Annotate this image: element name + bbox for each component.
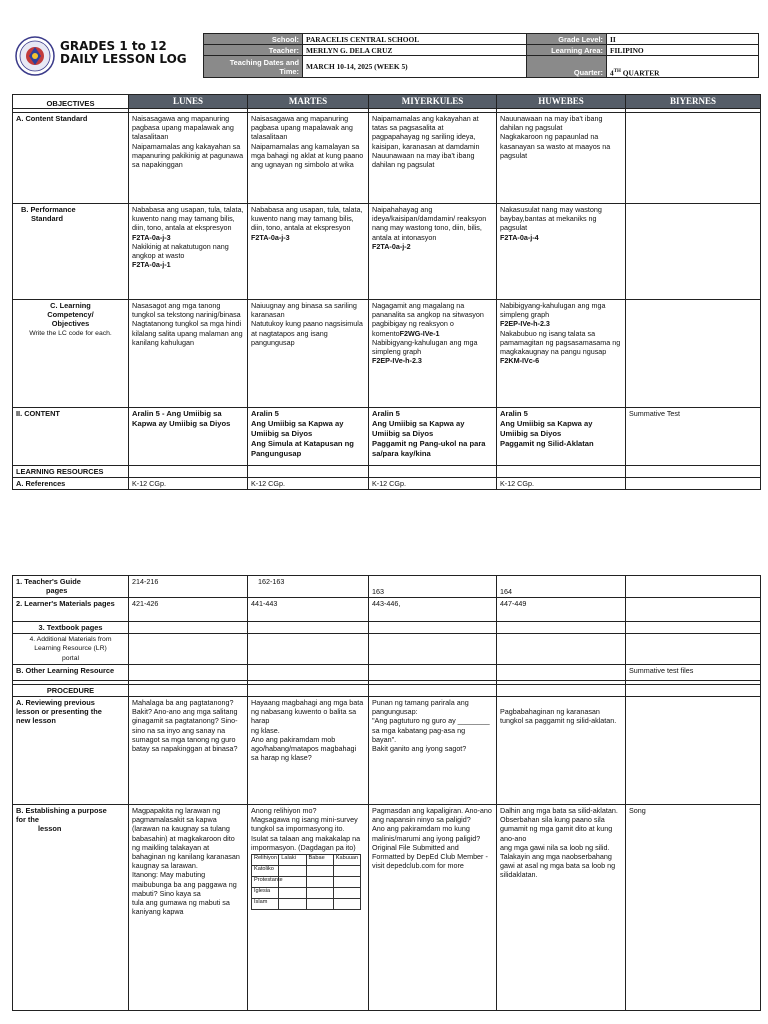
cell: 443-446, (369, 598, 497, 622)
day-header-biyernes: BIYERNES (626, 95, 761, 109)
cell: Song (626, 805, 761, 1011)
school-label: School: (204, 34, 303, 45)
cell: 163 (369, 576, 497, 598)
cell: Nagagamit ang magalang na pananalita sa angkop na sitwasyon pagbibigay ng reaksyon o komentoF2WG-IVe-1 Nabibigyang-kahulugan ang mga simpleng graph F2EP-IVe-h-2.3 (369, 300, 497, 408)
quarter-value: 4TH QUARTER (607, 56, 759, 78)
cell: Nababasa ang usapan, tula, talata, kuwento nang may tamang bilis, diin, tono, antala at ekspresyon F2TA-0a-j-3 Nakikinig at nakatutugon nang angkop at wasto F2TA-0a-j-1 (129, 204, 248, 300)
cell: 162-163 (248, 576, 369, 598)
cell: Pagbabahaginan ng karanasan tungkol sa paggamit ng silid-aklatan. (497, 697, 626, 805)
deped-seal-logo (15, 36, 55, 76)
cell: Naipamamalas ang kakayahan at tatas sa pagsasalita at pagpapahayag ng sariling ideya, kaisipan, karanasan at damdamin Nauunawaan na may iba't ibang dahilan ng pagsulat (369, 113, 497, 204)
cell: 214-216 (129, 576, 248, 598)
cell: Aralin 5 - Ang Umiibig sa Kapwa ay Umiibig sa Diyos (129, 408, 248, 466)
teaching-dates-value: MARCH 10-14, 2025 (WEEK 5) (303, 56, 527, 78)
day-header-miyerkules: MIYERKULES (369, 95, 497, 109)
cell: Hayaang magbahagi ang mga bata ng nabasang kuwento o balita sa harap ng klase. Ano ang pakiramdam mob ago/habang/matapos magbahagi sa harap ng klase? (248, 697, 369, 805)
purpose-label: B. Establishing a purpose for the lesson (13, 805, 129, 1011)
procedure-row (13, 684, 761, 696)
cell: Naisasagawa ang mapanuring pagbasa upang mapalawak ang talasalitaan Naipamamalas ang kamalayan sa mga bahagi ng aklat at kung paano ang ugnayan ng simbolo at wika (248, 113, 369, 204)
day-header-martes: MARTES (248, 95, 369, 109)
learning-area-label: Learning Area: (527, 45, 607, 56)
cell: 441-443 (248, 598, 369, 622)
learning-resources-row (13, 466, 761, 478)
day-header-huwebes: HUWEBES (497, 95, 626, 109)
cell: Pagmasdan ang kapaligiran. Ano-ano ang napansin ninyo sa paligid? Ano ang pakiramdam mo kung malinis/marumi ang iyong paligid? Original File Submitted and Formatted by DepEd Club Member - visit depedclub.com for more (369, 805, 497, 1011)
cell: Nakasusulat nang may wastong baybay,bantas at mekaniks ng pagsulat F2TA-0a-j-4 (497, 204, 626, 300)
cell: 164 (497, 576, 626, 598)
cell: Mahalaga ba ang pagtatanong? Bakit? Ano-ano ang mga salitang ginagamit sa pagtatanong? Sino-sino na sa inyo ang sanay na sumagot sa mga tanong ng guro batay sa napakinggan at binasa? (129, 697, 248, 805)
religion-survey-table: Relihiyon Lalaki Babae Kabuuan Katoliko Protestante Iglesia Islam (251, 854, 361, 910)
content-row (13, 408, 761, 466)
learners-materials-row (13, 598, 761, 622)
cell: Naisasagawa ang mapanuring pagbasa upang mapalawak ang talasalitaan Naipamamalas ang kakayahan sa mapanuring pakikinig at pagunawa sa napakinggan (129, 113, 248, 204)
cell: K-12 CGp. (248, 478, 369, 490)
teachers-guide-row (13, 576, 761, 598)
cell: K-12 CGp. (497, 478, 626, 490)
performance-standard-row (13, 204, 761, 300)
textbook-label: 3. Textbook pages (13, 622, 129, 634)
cell: Summative test files (626, 664, 761, 680)
objectives-header: OBJECTIVES (13, 95, 129, 109)
other-resource-label: B. Other Learning Resource (13, 664, 129, 680)
cell: Nababasa ang usapan, tula, talata, kuwento nang may tamang bilis, diin, tono, antala at ekspresyon F2TA-0a-j-3 (248, 204, 369, 300)
content-label: II. CONTENT (13, 408, 129, 466)
teacher-value: MERLYN G. DELA CRUZ (303, 45, 527, 56)
grade-level-value: II (607, 34, 759, 45)
header-info-table (203, 33, 759, 78)
lesson-table-part1 (12, 94, 761, 490)
performance-standard-label: B. Performance Standard (13, 204, 129, 300)
textbook-row (13, 622, 761, 634)
learning-competency-row (13, 300, 761, 408)
lesson-table-part2 (12, 575, 761, 1011)
additional-materials-row (13, 634, 761, 665)
cell: K-12 CGp. (129, 478, 248, 490)
learning-resources-label: LEARNING RESOURCES (13, 466, 129, 478)
references-label: A. References (13, 478, 129, 490)
day-header-lunes: LUNES (129, 95, 248, 109)
references-row (13, 478, 761, 490)
teacher-label: Teacher: (204, 45, 303, 56)
cell: 447-449 (497, 598, 626, 622)
cell: 421-426 (129, 598, 248, 622)
learning-area-value: FILIPINO (607, 45, 759, 56)
reviewing-row (13, 697, 761, 805)
cell: Nabibigyang-kahulugan ang mga simpleng graph F2EP-IVe-h-2.3 Nakabubuo ng isang talata sa pamamagitan ng pagsasamasama ng magkakaugnay na pangu ngusap F2KM-IVc-6 (497, 300, 626, 408)
procedure-label: PROCEDURE (13, 684, 129, 696)
cell: Aralin 5 Ang Umiibig sa Kapwa ay Umiibig sa Diyos Paggamit ng Silid-Aklatan (497, 408, 626, 466)
learners-materials-label: 2. Learner's Materials pages (13, 598, 129, 622)
page-title: GRADES 1 to 12 DAILY LESSON LOG (60, 39, 187, 66)
cell: Summative Test (626, 408, 761, 466)
cell: Naipahahayag ang ideya/kaisipan/damdamin/ reaksyon nang may wastong tono, diin, bilis, antala at intonasyon F2TA-0a-j-2 (369, 204, 497, 300)
cell: Naiuugnay ang binasa sa sariling karanasan Natutukoy kung paano nagsisimula at nagtatapos ang isang pangungusap (248, 300, 369, 408)
learning-competency-label: C. Learning Competency/ Objectives Write the LC code for each. (13, 300, 129, 408)
cell: K-12 CGp. (369, 478, 497, 490)
cell: Magpapakita ng larawan ng pagmamalasakit sa kapwa (larawan na kaugnay sa tulang babasahin) at magkakaroon dito ng maikling talakayan at bahaginan ng kanilang karanasan kaugnay sa larawan. Itanong: May mabuting maibubunga ba ang paggawa ng mabuti? Sino kaya sa tula ang gumawa ng mabuti sa kaniyang kapwa (129, 805, 248, 1011)
school-value: PARACELIS CENTRAL SCHOOL (303, 34, 527, 45)
cell: Dalhin ang mga bata sa silid-aklatan. Obserbahan sila kung paano sila gumamit ng mga gamit dito at kung ano-ano ang mga gawi nila sa loob ng silid. Talakayin ang mga naobserbahang gawi at asal ng mga bata sa loob ng silidaklatan. (497, 805, 626, 1011)
teachers-guide-label: 1. Teacher's Guide pages (13, 576, 129, 598)
cell: Anong relihiyon mo? Magsagawa ng isang mini-survey tungkol sa impormasyong ito. Isulat sa talaan ang makakalap na impormasyon. (Dagdagan pa ito) Relihiyon Lalaki Babae Kabuuan Katoliko Protestante Iglesia Islam (248, 805, 369, 1011)
quarter-label: Quarter: (527, 56, 607, 78)
purpose-row (13, 805, 761, 1011)
cell: Nasasagot ang mga tanong tungkol sa tekstong narinig/binasa Nagtatanong tungkol sa mga hindi kilalang salita upang malaman ang kanilang kahulugan (129, 300, 248, 408)
content-standard-row (13, 113, 761, 204)
grade-level-label: Grade Level: (527, 34, 607, 45)
reviewing-label: A. Reviewing previous lesson or presenting the new lesson (13, 697, 129, 805)
teaching-dates-label: Teaching Dates and Time: (204, 56, 303, 78)
content-standard-label: A. Content Standard (13, 113, 129, 204)
additional-materials-label: 4. Additional Materials from Learning Resource (LR) portal (13, 634, 129, 665)
cell: Nauunawaan na may iba't ibang dahilan ng pagsulat Nagkakaroon ng papaunlad na kasanayan sa wasto at maayos na pagsulat (497, 113, 626, 204)
cell: Aralin 5 Ang Umiibig sa Kapwa ay Umiibig sa Diyos Ang Simula at Katapusan ng Pangungusap (248, 408, 369, 466)
cell: Punan ng tamang parirala ang pangungusap: "Ang pagtuturo ng guro ay ________ sa mga kabatang pag-asa ng bayan". Bakit ganito ang iyong sagot? (369, 697, 497, 805)
other-resource-row (13, 664, 761, 680)
cell: Aralin 5 Ang Umiibig sa Kapwa ay Umiibig sa Diyos Paggamit ng Pang-ukol na para sa/para kay/kina (369, 408, 497, 466)
